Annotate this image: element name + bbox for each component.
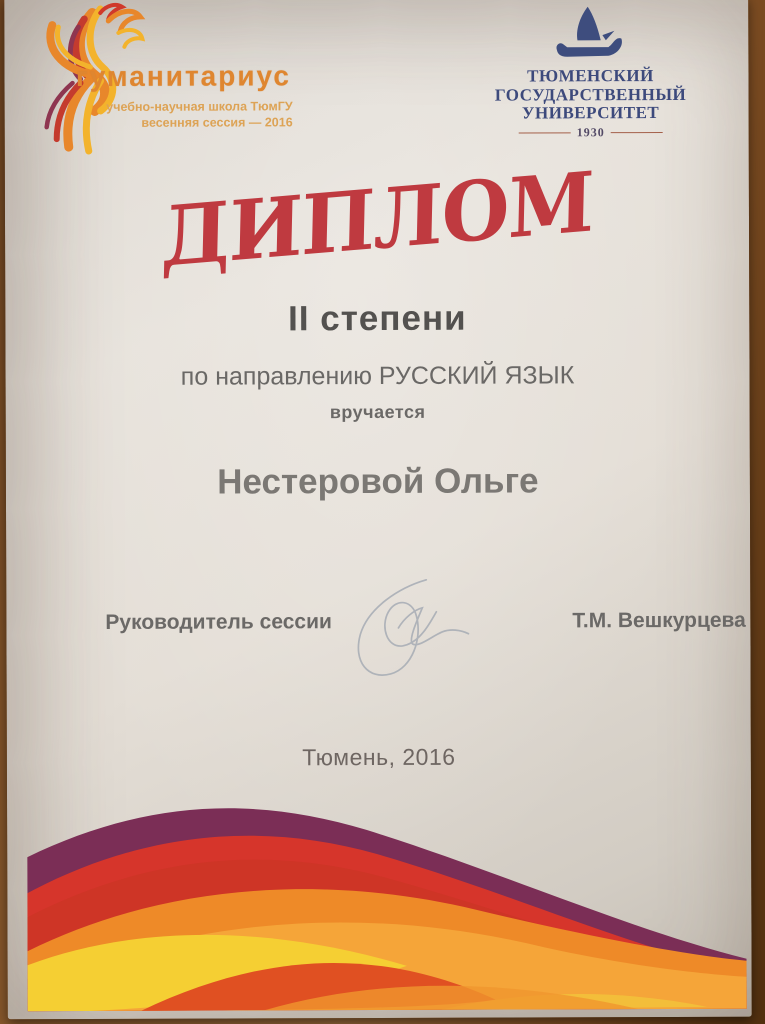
school-logo-subtitle <box>93 98 293 131</box>
wave-graphic <box>27 797 747 1012</box>
school-logo-title: гуманитариус <box>75 60 292 93</box>
university-name-line2: УНИВЕРСИТЕТ <box>521 103 660 123</box>
divider-rule-left <box>519 132 571 133</box>
footer-place-year: Тюмень, 2016 <box>302 743 456 771</box>
divider-rule-right <box>611 132 663 133</box>
diploma-title: ДИПЛОМ <box>159 153 595 287</box>
school-subtitle-line2: весенняя сессия — 2016 <box>141 115 293 131</box>
university-logo-block <box>432 1 748 141</box>
university-founded-row <box>433 125 749 141</box>
diploma-direction: по направлению РУССКИЙ ЯЗЫК <box>180 361 575 391</box>
school-subtitle-line1: учебно-научная школа ТюмГУ <box>106 99 293 114</box>
awarded-label: вручается <box>329 401 426 423</box>
university-founded-year: 1930 <box>576 125 605 140</box>
signer-role-label: Руководитель сессии <box>105 610 332 634</box>
ship-icon <box>547 1 633 67</box>
signature-icon <box>338 574 476 686</box>
recipient-name: Нестеровой Ольге <box>217 461 539 502</box>
university-name-line1: ТЮМЕНСКИЙ ГОСУДАРСТВЕННЫЙ <box>494 66 687 105</box>
signer-name: Т.М. Вешкурцева <box>572 608 746 633</box>
diploma-title-row <box>5 153 749 287</box>
certificate-paper <box>4 0 752 1019</box>
diploma-degree: II степени <box>288 298 467 339</box>
